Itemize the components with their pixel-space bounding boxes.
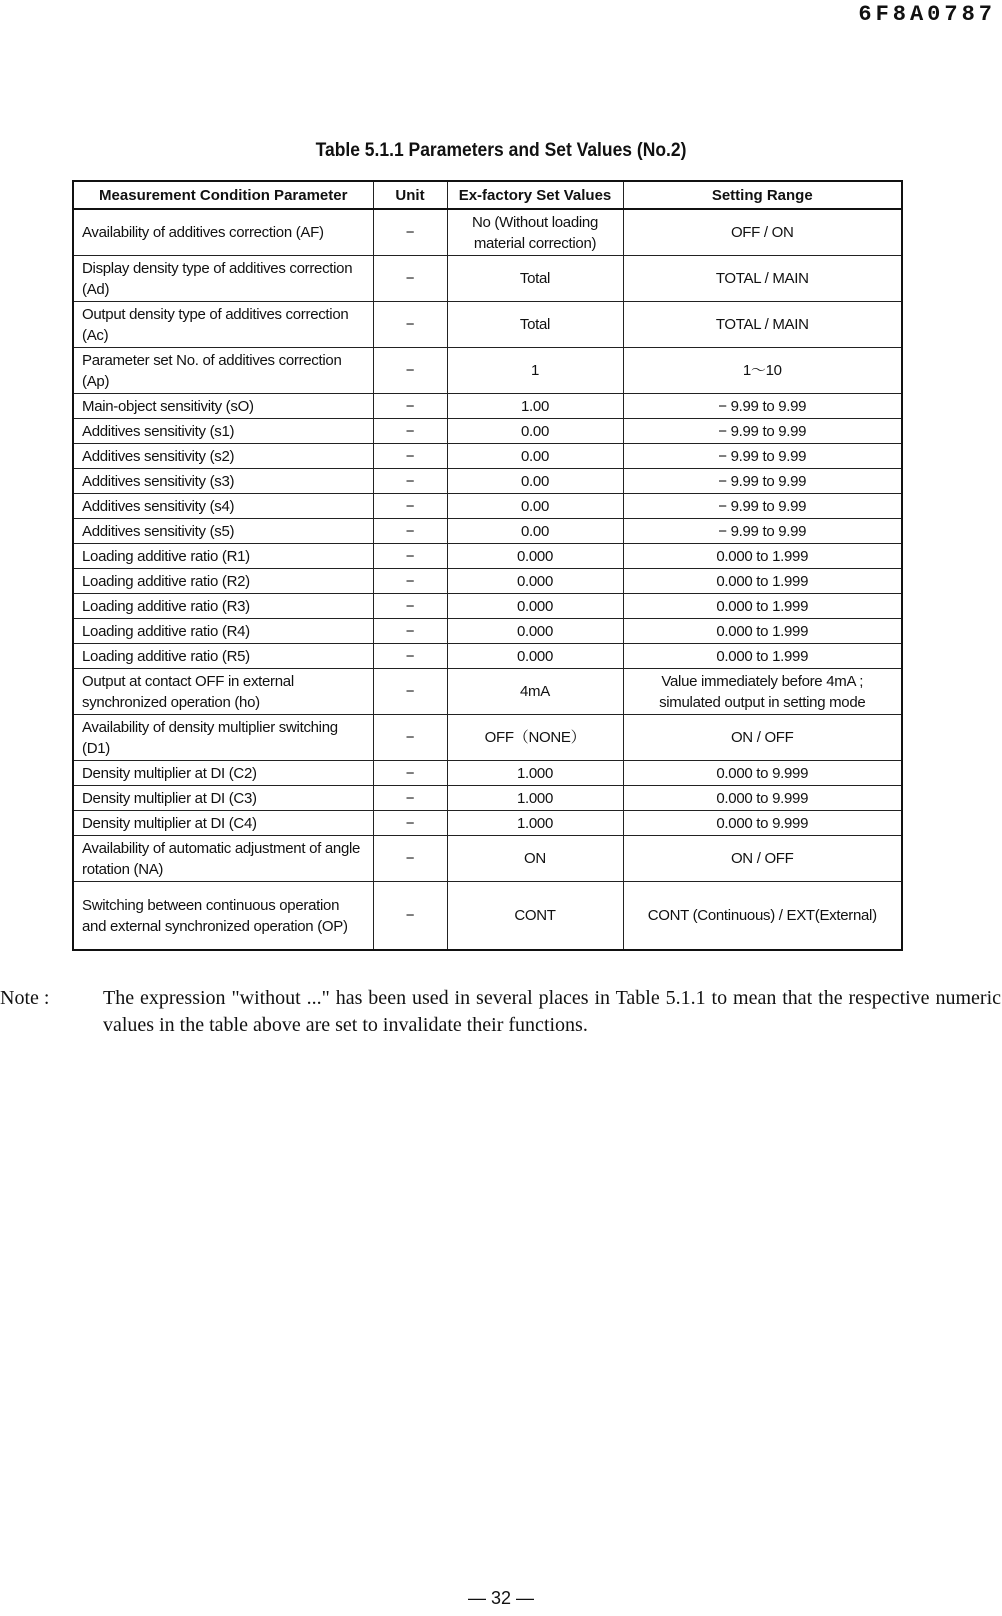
- cell-unit: −: [373, 761, 447, 786]
- cell-unit: −: [373, 594, 447, 619]
- cell-unit: −: [373, 348, 447, 394]
- table-row: [73, 494, 902, 519]
- note-label: Note :: [0, 987, 50, 1009]
- table-row: [73, 882, 902, 951]
- table-row: [73, 761, 902, 786]
- cell-range: OFF / ON: [623, 209, 902, 256]
- cell-range: ON / OFF: [623, 715, 902, 761]
- table-row: [73, 302, 902, 348]
- table-row: [73, 519, 902, 544]
- table-row: [73, 669, 902, 715]
- cell-range: 0.000 to 1.999: [623, 644, 902, 669]
- cell-range: TOTAL / MAIN: [623, 302, 902, 348]
- table-row: [73, 544, 902, 569]
- cell-factory: 0.000: [447, 644, 623, 669]
- cell-parameter: Availability of additives correction (AF): [73, 209, 373, 256]
- cell-range: − 9.99 to 9.99: [623, 419, 902, 444]
- cell-factory: Total: [447, 302, 623, 348]
- cell-parameter: Main-object sensitivity (sO): [73, 394, 373, 419]
- cell-range: 0.000 to 1.999: [623, 544, 902, 569]
- cell-factory: 1.000: [447, 761, 623, 786]
- cell-factory: 4mA: [447, 669, 623, 715]
- cell-factory: 0.000: [447, 544, 623, 569]
- cell-unit: −: [373, 494, 447, 519]
- cell-factory: 0.000: [447, 569, 623, 594]
- cell-range: 0.000 to 1.999: [623, 619, 902, 644]
- column-header-parameter: Measurement Condition Parameter: [73, 181, 373, 209]
- table-row: [73, 444, 902, 469]
- cell-unit: −: [373, 469, 447, 494]
- cell-parameter: Parameter set No. of additives correction (Ap): [73, 348, 373, 394]
- cell-unit: −: [373, 394, 447, 419]
- cell-range: 0.000 to 1.999: [623, 594, 902, 619]
- cell-unit: −: [373, 619, 447, 644]
- cell-parameter: Additives sensitivity (s2): [73, 444, 373, 469]
- cell-range: ON / OFF: [623, 836, 902, 882]
- cell-unit: −: [373, 644, 447, 669]
- table-row: [73, 419, 902, 444]
- cell-unit: −: [373, 786, 447, 811]
- table-row: [73, 594, 902, 619]
- cell-parameter: Output density type of additives correction (Ac): [73, 302, 373, 348]
- table-row: [73, 569, 902, 594]
- cell-factory: 0.000: [447, 594, 623, 619]
- column-header-factory: Ex-factory Set Values: [447, 181, 623, 209]
- cell-parameter: Loading additive ratio (R5): [73, 644, 373, 669]
- cell-unit: −: [373, 715, 447, 761]
- cell-unit: −: [373, 419, 447, 444]
- cell-factory: CONT: [447, 882, 623, 951]
- cell-parameter: Output at contact OFF in external synchronized operation (ho): [73, 669, 373, 715]
- cell-factory: 0.00: [447, 469, 623, 494]
- cell-parameter: Density multiplier at DI (C4): [73, 811, 373, 836]
- cell-parameter: Loading additive ratio (R2): [73, 569, 373, 594]
- cell-range: − 9.99 to 9.99: [623, 494, 902, 519]
- parameters-table: [72, 180, 903, 951]
- cell-range: Value immediately before 4mA ; simulated output in setting mode: [623, 669, 902, 715]
- table-row: [73, 348, 902, 394]
- cell-factory: 1.000: [447, 786, 623, 811]
- cell-parameter: Loading additive ratio (R1): [73, 544, 373, 569]
- cell-range: − 9.99 to 9.99: [623, 519, 902, 544]
- cell-factory: 1.00: [447, 394, 623, 419]
- cell-range: CONT (Continuous) / EXT(External): [623, 882, 902, 951]
- cell-range: − 9.99 to 9.99: [623, 444, 902, 469]
- table-row: [73, 256, 902, 302]
- cell-range: 0.000 to 9.999: [623, 786, 902, 811]
- cell-parameter: Switching between continuous operation and external synchronized operation (OP): [73, 882, 373, 951]
- document-code: 6F8A0787: [858, 2, 996, 27]
- cell-unit: −: [373, 256, 447, 302]
- table-header-row: [73, 181, 902, 209]
- cell-unit: −: [373, 519, 447, 544]
- table-row: [73, 836, 902, 882]
- cell-parameter: Additives sensitivity (s5): [73, 519, 373, 544]
- cell-factory: ON: [447, 836, 623, 882]
- cell-unit: −: [373, 302, 447, 348]
- cell-parameter: Display density type of additives correction (Ad): [73, 256, 373, 302]
- table-row: [73, 715, 902, 761]
- cell-unit: −: [373, 209, 447, 256]
- cell-range: 0.000 to 1.999: [623, 569, 902, 594]
- table-row: [73, 644, 902, 669]
- cell-factory: 1: [447, 348, 623, 394]
- cell-range: 0.000 to 9.999: [623, 761, 902, 786]
- cell-unit: −: [373, 836, 447, 882]
- cell-factory: 0.00: [447, 494, 623, 519]
- cell-parameter: Density multiplier at DI (C3): [73, 786, 373, 811]
- cell-range: TOTAL / MAIN: [623, 256, 902, 302]
- cell-unit: −: [373, 669, 447, 715]
- cell-factory: 0.00: [447, 419, 623, 444]
- cell-unit: −: [373, 882, 447, 951]
- cell-range: − 9.99 to 9.99: [623, 469, 902, 494]
- table-row: [73, 469, 902, 494]
- cell-range: 0.000 to 9.999: [623, 811, 902, 836]
- table-row: [73, 786, 902, 811]
- table-row: [73, 811, 902, 836]
- table-title: Table 5.1.1 Parameters and Set Values (No.2): [315, 140, 687, 161]
- cell-factory: OFF（NONE）: [447, 715, 623, 761]
- cell-factory: Total: [447, 256, 623, 302]
- table-row: [73, 394, 902, 419]
- cell-factory: 0.000: [447, 619, 623, 644]
- cell-parameter: Loading additive ratio (R4): [73, 619, 373, 644]
- cell-parameter: Availability of density multiplier switching (D1): [73, 715, 373, 761]
- cell-range: − 9.99 to 9.99: [623, 394, 902, 419]
- column-header-unit: Unit: [373, 181, 447, 209]
- cell-unit: −: [373, 811, 447, 836]
- cell-parameter: Additives sensitivity (s3): [73, 469, 373, 494]
- cell-factory: 0.00: [447, 519, 623, 544]
- cell-parameter: Additives sensitivity (s1): [73, 419, 373, 444]
- page-number: — 32 —: [467, 1588, 535, 1608]
- cell-range: 1～10: [623, 348, 902, 394]
- cell-parameter: Density multiplier at DI (C2): [73, 761, 373, 786]
- cell-parameter: Loading additive ratio (R3): [73, 594, 373, 619]
- cell-parameter: Additives sensitivity (s4): [73, 494, 373, 519]
- note-text: The expression "without ..." has been used in several places in Table 5.1.1 to mean that the respective numeric values in the table above are set to invalidate their functions.: [103, 987, 1001, 1036]
- table-row: [73, 619, 902, 644]
- cell-parameter: Availability of automatic adjustment of angle rotation (NA): [73, 836, 373, 882]
- cell-factory: 1.000: [447, 811, 623, 836]
- cell-unit: −: [373, 444, 447, 469]
- cell-factory: 0.00: [447, 444, 623, 469]
- cell-unit: −: [373, 544, 447, 569]
- table-row: [73, 209, 902, 256]
- cell-factory: No (Without loading material correction): [447, 209, 623, 256]
- table-body: [73, 209, 902, 950]
- cell-unit: −: [373, 569, 447, 594]
- column-header-range: Setting Range: [623, 181, 902, 209]
